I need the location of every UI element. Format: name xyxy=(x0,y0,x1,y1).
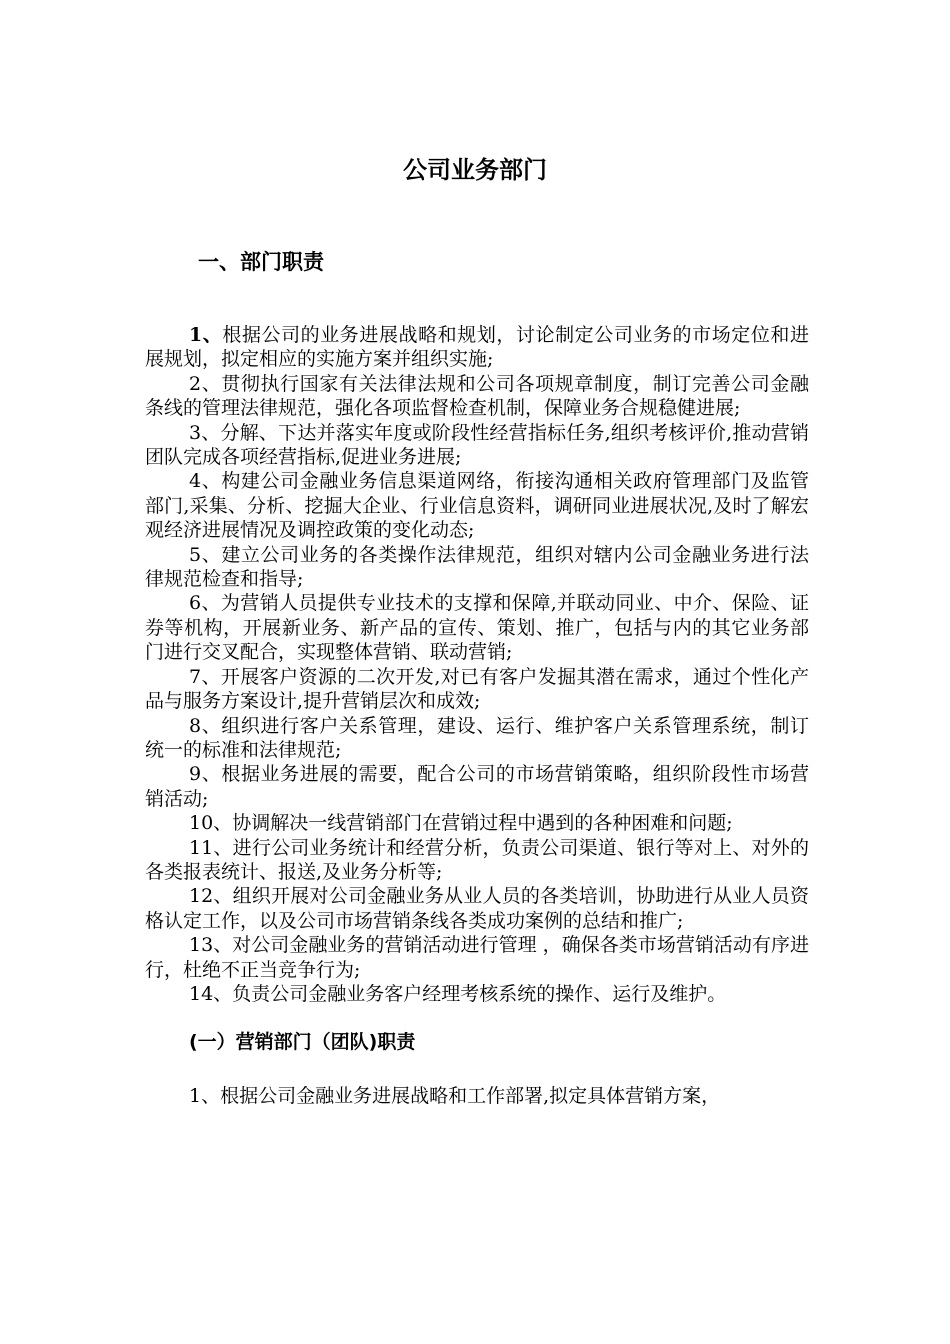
document-body xyxy=(145,323,809,1109)
duty-paragraph xyxy=(145,372,809,421)
duty-text: 建立公司业务的各类操作法律规范，组织对辖内公司金融业务进行法律规范检查和指导; xyxy=(145,543,809,591)
duty-paragraph xyxy=(145,714,809,763)
document-title: 公司业务部门 xyxy=(403,156,547,184)
duty-number: 2、 xyxy=(189,372,222,395)
duty-text: 开展客户资源的二次开发,对已有客户发掘其潜在需求，通过个性化产品与服务方案设计,提升营销层次和成效; xyxy=(145,665,810,713)
duty-text: 进行公司业务统计和经营分析，负责公司渠道、银行等对上、对外的各类报表统计、报送,及业务分析等; xyxy=(145,836,809,883)
duty-number: 8、 xyxy=(189,714,222,737)
duty-number: 10、 xyxy=(189,812,233,835)
duty-paragraph xyxy=(145,762,809,811)
duty-number: 13、 xyxy=(189,934,233,957)
duty-paragraph xyxy=(145,543,809,592)
duty-paragraph xyxy=(145,421,809,470)
duty-text: 根据业务进展的需要，配合公司的市场营销策略，组织阶段性市场营销活动; xyxy=(145,763,809,810)
duty-text: 对公司金融业务的营销活动进行管理 ，确保各类市场营销活动有序进行，杜绝不正当竞争行为; xyxy=(145,934,809,981)
duty-paragraph xyxy=(145,665,809,714)
duty-text: 根据公司的业务进展战略和规划，讨论制定公司业务的市场定位和进展规划，拟定相应的实施方案并组织实施; xyxy=(145,324,809,371)
duty-text: 组织开展对公司金融业务从业人员的各类培训，协助进行从业人员资格认定工作，以及公司市场营销条线各类成功案例的总结和推广; xyxy=(145,885,809,932)
duty-number: 11、 xyxy=(189,836,233,859)
section-heading: 一、部门职责 xyxy=(198,250,324,274)
duty-number: 14、 xyxy=(189,982,233,1005)
duty-paragraph xyxy=(145,469,809,542)
duty-number: 5、 xyxy=(189,543,222,566)
duty-paragraph xyxy=(145,884,809,933)
duty-text: 协调解决一线营销部门在营销过程中遇到的各种困难和问题; xyxy=(232,812,733,835)
duty-paragraph xyxy=(145,811,809,835)
duty-number: 4、 xyxy=(189,470,222,493)
duty-paragraph xyxy=(145,591,809,664)
duty-paragraph xyxy=(145,982,809,1006)
subsection-heading: (一）营销部门（团队)职责 xyxy=(189,1031,416,1054)
duty-number: 7、 xyxy=(189,665,221,688)
duty-number: 3、 xyxy=(189,421,221,444)
duty-paragraph xyxy=(145,323,809,372)
duty-paragraph xyxy=(145,836,809,885)
subsection-paragraph: 1、根据公司金融业务进展战略和工作部署,拟定具体营销方案， xyxy=(189,1085,721,1108)
duty-number: 12、 xyxy=(189,885,233,908)
duty-paragraph xyxy=(145,933,809,982)
duty-number: 6、 xyxy=(189,592,221,615)
duty-text: 贯彻执行国家有关法律法规和公司各项规章制度，制订完善公司金融条线的管理法律规范，强化各项监督检查机制，保障业务合规稳健进展; xyxy=(145,372,809,420)
duty-text: 为营销人员提供专业技术的支撑和保障,并联动同业、中介、保险、证券等机构，开展新业务、新产品的宣传、策划、推广，包括与内的其它业务部门进行交叉配合，实现整体营销、联动营销; xyxy=(145,592,810,664)
duty-text: 组织进行客户关系管理，建设、运行、维护客户关系管理系统，制订统一的标准和法律规范; xyxy=(145,714,809,761)
duty-text: 构建公司金融业务信息渠道网络，衔接沟通相关政府管理部门及监管部门,采集、分析、挖掘大企业、行业信息资料，调研同业进展状况,及时了解宏观经济进展情况及调控政策的变化动态; xyxy=(145,470,809,542)
duty-text: 负责公司金融业务客户经理考核系统的操作、运行及维护。 xyxy=(232,982,727,1005)
duty-number: 9、 xyxy=(189,763,222,786)
duty-text: 分解、下达并落实年度或阶段性经营指标任务,组织考核评价,推动营销团队完成各项经营指标,促进业务进展; xyxy=(145,421,809,469)
duty-number: 1、 xyxy=(189,324,223,346)
